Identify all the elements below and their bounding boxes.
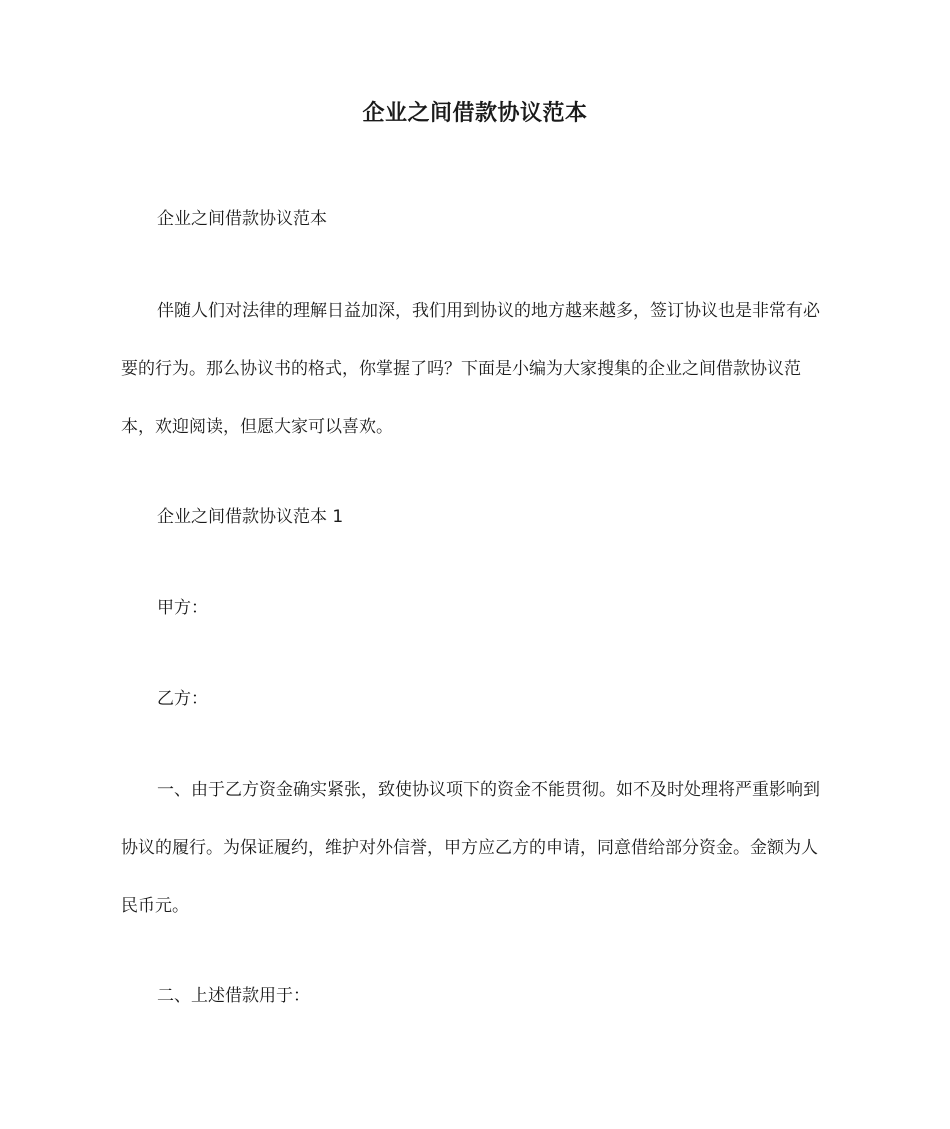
document-title: 企业之间借款协议范本 <box>362 101 588 126</box>
document-subtitle: 企业之间借款协议范本 <box>157 209 327 229</box>
intro-paragraph: 伴随人们对法律的理解日益加深，我们用到协议的地方越来越多，签订协议也是非常有必要的行为。那么协议书的格式，你掌握了吗？下面是小编为大家搜集的企业之间借款协议范本，欢迎阅读，但愿大家可以喜欢。 <box>121 301 820 437</box>
clause-1-paragraph: 一、由于乙方资金确实紧张，致使协议项下的资金不能贯彻。如不及时处理将严重影响到协议的履行。为保证履约，维护对外信誉，甲方应乙方的申请，同意借给部分资金。金额为人民币元。 <box>121 780 820 916</box>
party-b-line: 乙方： <box>157 689 208 709</box>
clause-2-paragraph: 二、上述借款用于： <box>157 986 310 1006</box>
party-a-line: 甲方： <box>157 598 208 618</box>
sample-heading: 企业之间借款协议范本 1 <box>157 507 344 527</box>
